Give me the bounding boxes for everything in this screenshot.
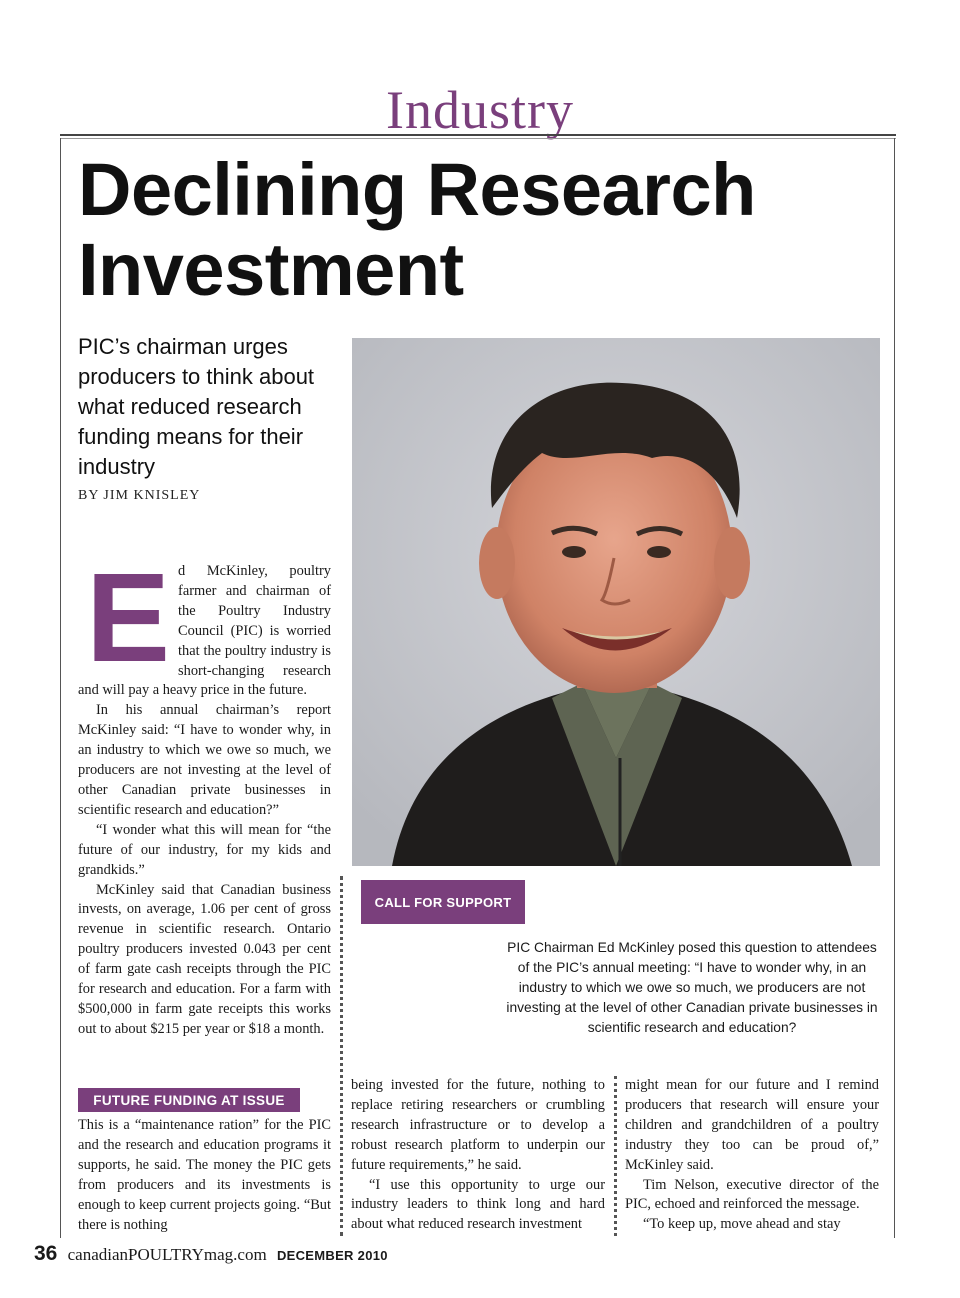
section-label: Industry	[386, 80, 574, 140]
paragraph: In his annual chairman’s report McKinley said: “I have to wonder why, in an industry to which we owe so much, we producers are not investing at the level of other Canadian private businesses in scientific research and education?”	[78, 702, 331, 818]
paragraph: McKinley said that Canadian business invests, on average, 1.06 per cent of gross revenue in scientific research. Ontario poultry producers invested 0.043 per cent of farm gate cash receipts through the PIC for research and education. For a farm with $500,000 in farm gate receipts this works out to about $215 per year or $18 a month.	[78, 881, 331, 1037]
paragraph: “I wonder what this will mean for “the future of our industry, for my kids and grandkids.”	[78, 821, 331, 878]
footer-issue: DECEMBER 2010	[276, 1248, 388, 1263]
column-2	[351, 1076, 605, 1235]
paragraph: Tim Nelson, executive director of the PIC, echoed and reinforced the message.	[625, 1176, 879, 1213]
callout-text: PIC Chairman Ed McKinley posed this question to attendees of the PIC’s annual meeting: “I have to wonder why, in an industry to which we owe so much, we producers are not investing at the level of other Canadian private businesses in scientific research and education?	[506, 940, 878, 1035]
page-footer	[34, 1242, 388, 1266]
column-1-intro	[78, 547, 331, 1040]
footer-site: canadianPOULTRYmag.com	[67, 1245, 267, 1264]
frame-left-rule	[60, 138, 61, 1238]
portrait-photo	[352, 338, 880, 866]
paragraph: “I use this opportunity to urge our industry leaders to think long and hard about what reduced research investment	[351, 1176, 605, 1233]
paragraph: being invested for the future, nothing to replace retiring researchers or crumbling research infrastructure or to develop a robust research platform to underpin our future requirements,” he said.	[351, 1077, 605, 1173]
callout-label: CALL FOR SUPPORT	[361, 880, 525, 924]
dropcap: E	[86, 547, 171, 688]
portrait-illustration	[352, 338, 880, 866]
paragraph: This is a “maintenance ration” for the PIC and the research and education programs it supports, he said. The money the PIC gets from producers and its investments is enough to keep current projects going. “But there is nothing	[78, 1117, 331, 1233]
paragraph: might mean for our future and I remind producers that research will ensure your children and grandchildren of a poultry industry they too can be proud of,” McKinley said.	[625, 1077, 879, 1173]
page-number: 36	[34, 1242, 58, 1265]
column-divider-dotted	[614, 1076, 617, 1236]
subhead: FUTURE FUNDING AT ISSUE	[78, 1088, 300, 1112]
column-1-continued	[78, 1116, 331, 1235]
header-rule	[60, 134, 896, 136]
column-divider-dotted	[340, 876, 343, 1236]
paragraph: d McKinley, poultry farmer and chairman of the Poultry Industry Council (PIC) is worried that the poultry industry is short-changing research and will pay a heavy price in the future.	[78, 563, 331, 699]
deck-subtitle: PIC’s chairman urges producers to think about what reduced research funding means for their industry	[78, 334, 315, 479]
frame-right-rule	[894, 138, 895, 1238]
headline-line-2: Investment	[78, 228, 464, 311]
headline	[78, 150, 878, 310]
byline: BY JIM KNISLEY	[78, 488, 201, 503]
column-3	[625, 1076, 879, 1235]
header-rule-thin	[60, 138, 896, 139]
headline-line-1: Declining Research	[78, 148, 756, 231]
paragraph: “To keep up, move ahead and stay	[643, 1216, 841, 1233]
